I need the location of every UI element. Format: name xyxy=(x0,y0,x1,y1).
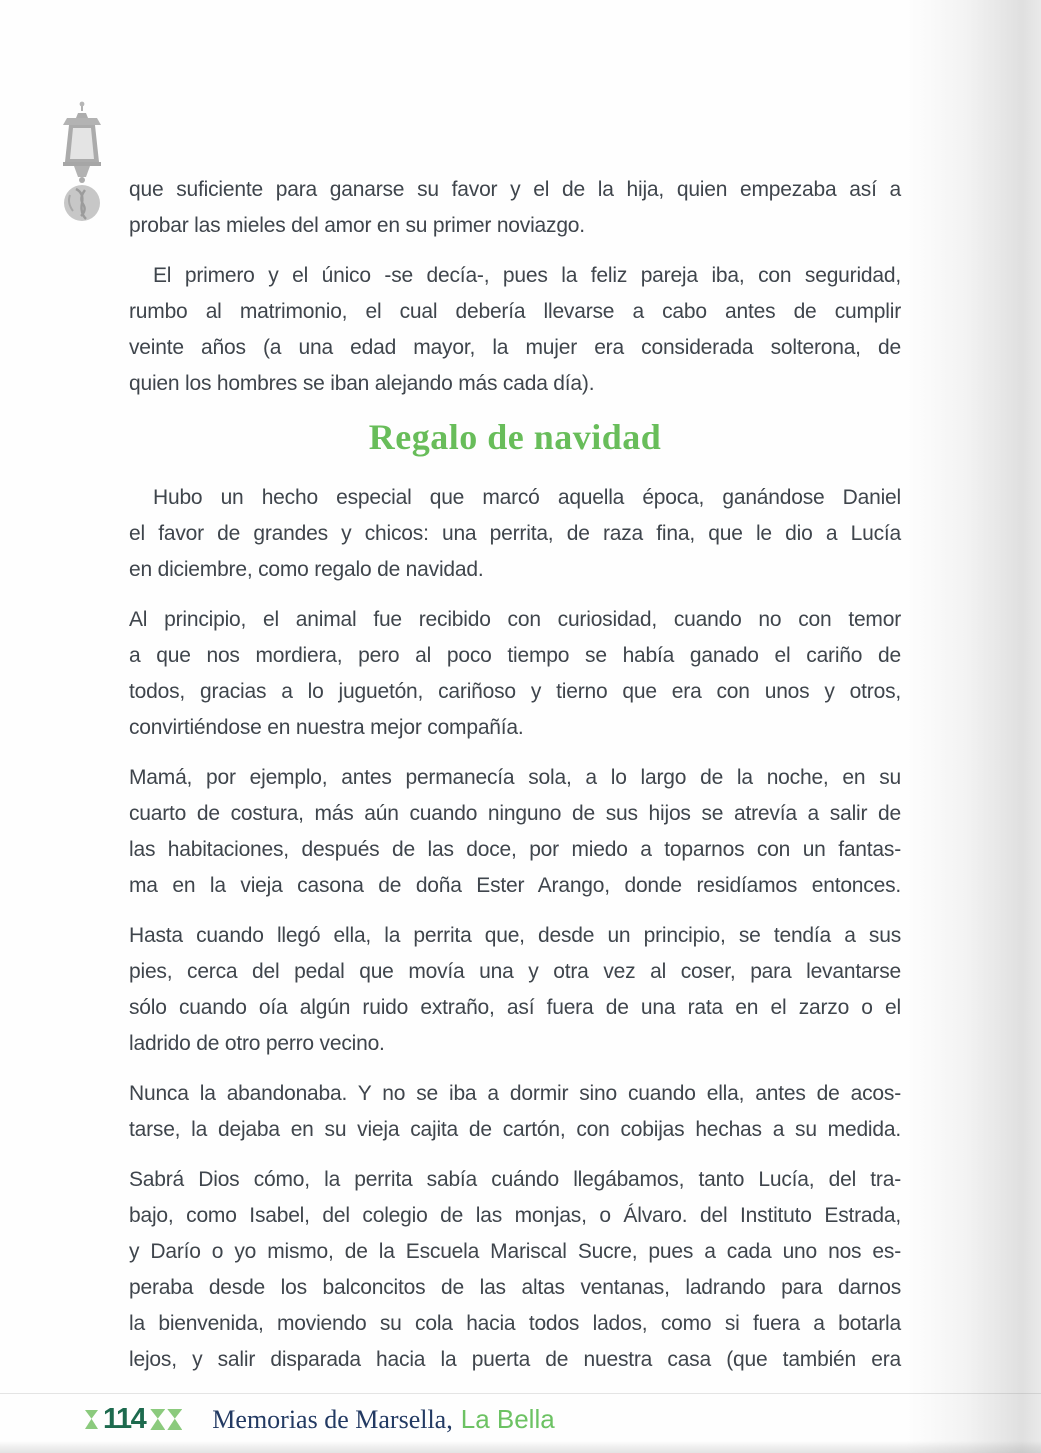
text-line: que suficiente para ganarse su favor y el de la hija, quien empezaba así a xyxy=(129,178,901,201)
text-line: a que nos mordiera, pero al poco tiempo se había ganado el cariño de xyxy=(129,644,901,667)
text-line: veinte años (a una edad mayor, la mujer era considerada solterona, de xyxy=(129,336,901,359)
paragraph xyxy=(129,1162,901,1378)
section-heading: Regalo de navidad xyxy=(368,417,662,457)
text-line: cuarto de costura, más aún cuando ninguno de sus hijos se atrevía a salir de xyxy=(129,802,901,825)
text-line: peraba desde los balconcitos de las altas ventanas, ladrando para darnos xyxy=(129,1276,901,1299)
street-lamp-icon xyxy=(58,100,106,232)
hourglass-ornament-icon xyxy=(167,1409,182,1430)
text-line: Hasta cuando llegó ella, la perrita que, desde un principio, se tendía a sus xyxy=(129,924,901,947)
paragraph xyxy=(129,172,901,244)
text-line: lejos, y salir disparada hacia la puerta de nuestra casa (que también era xyxy=(129,1348,901,1371)
text-line: y Darío o yo mismo, de la Escuela Mariscal Sucre, pues a cada uno nos es- xyxy=(129,1240,901,1263)
text-line: todos, gracias a lo juguetón, cariñoso y tierno que era con unos y otros, xyxy=(129,680,901,703)
text-line: sólo cuando oía algún ruido extraño, así fuera de una rata en el zarzo o el xyxy=(129,996,901,1019)
text-line: el favor de grandes y chicos: una perrita, de raza fina, que le dio a Lucía xyxy=(129,522,901,545)
text-line: Mamá, por ejemplo, antes permanecía sola, a lo largo de la noche, en su xyxy=(129,766,901,789)
text-line: las habitaciones, después de las doce, por miedo a toparnos con un fantas- xyxy=(129,838,901,861)
book-title: Memorias de Marsella, xyxy=(212,1404,453,1434)
paragraph xyxy=(129,258,901,402)
page-number: 114 xyxy=(103,1403,146,1435)
text-line: pies, cerca del pedal que movía una y otra vez al coser, para levantarse xyxy=(129,960,901,983)
text-line: Nunca la abandonaba. Y no se iba a dormir sino cuando ella, antes de acos- xyxy=(129,1082,901,1105)
text-line: en diciembre, como regalo de navidad. xyxy=(129,558,484,581)
text-line: Hubo un hecho especial que marcó aquella época, ganándose Daniel xyxy=(153,486,901,509)
hourglass-ornament-icon xyxy=(150,1409,165,1430)
text-line: ladrido de otro perro vecino. xyxy=(129,1032,385,1055)
text-line: El primero y el único -se decía-, pues la feliz pareja iba, con seguridad, xyxy=(153,264,901,287)
book-subtitle: La Bella xyxy=(460,1404,555,1434)
text-line: ma en la vieja casona de doña Ester Arango, donde residíamos entonces. xyxy=(129,874,901,897)
page-footer xyxy=(0,1393,1041,1445)
paragraph xyxy=(129,1076,901,1148)
text-line: quien los hombres se iban alejando más cada día). xyxy=(129,372,595,395)
text-line: tarse, la dejaba en su vieja cajita de cartón, con cobijas hechas a su medida. xyxy=(129,1118,901,1141)
text-line: Sabrá Dios cómo, la perrita sabía cuándo llegábamos, tanto Lucía, del tra- xyxy=(129,1168,901,1191)
paragraph xyxy=(129,602,901,746)
hourglass-ornament-icon xyxy=(85,1410,98,1429)
text-line: convirtiéndose en nuestra mejor compañía. xyxy=(129,716,524,739)
text-line: bajo, como Isabel, del colegio de las monjas, o Álvaro. del Instituto Estrada, xyxy=(129,1204,901,1227)
page-edge-shadow-right xyxy=(906,0,1041,1453)
text-line: Al principio, el animal fue recibido con curiosidad, cuando no con temor xyxy=(129,608,901,631)
text-line: rumbo al matrimonio, el cual debería llevarse a cabo antes de cumplir xyxy=(129,300,901,323)
paragraph xyxy=(129,760,901,904)
text-line: probar las mieles del amor en su primer noviazgo. xyxy=(129,214,585,237)
paragraph xyxy=(129,918,901,1062)
page-text xyxy=(129,172,901,1392)
paragraph xyxy=(129,480,901,588)
page-number-group xyxy=(85,1403,182,1436)
text-line: la bienvenida, moviendo su cola hacia todos lados, como si fuera a botarla xyxy=(129,1312,901,1335)
